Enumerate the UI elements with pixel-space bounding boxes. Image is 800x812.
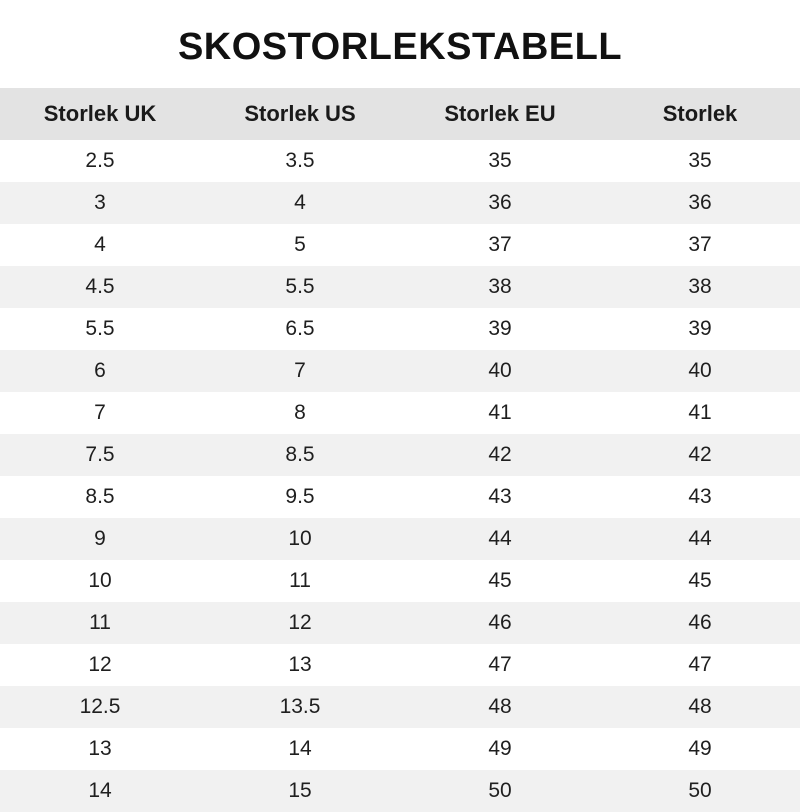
cell-us: 3.5 bbox=[200, 140, 400, 182]
cell-us: 10 bbox=[200, 518, 400, 560]
size-chart-table bbox=[0, 88, 800, 812]
table-row bbox=[0, 602, 800, 644]
cell-uk: 3 bbox=[0, 182, 200, 224]
table-row bbox=[0, 140, 800, 182]
cell-us: 9.5 bbox=[200, 476, 400, 518]
table-row bbox=[0, 182, 800, 224]
cell-storlek: 45 bbox=[600, 560, 800, 602]
cell-eu: 40 bbox=[400, 350, 600, 392]
table-row bbox=[0, 434, 800, 476]
cell-storlek: 46 bbox=[600, 602, 800, 644]
cell-eu: 42 bbox=[400, 434, 600, 476]
cell-storlek: 44 bbox=[600, 518, 800, 560]
table-row bbox=[0, 644, 800, 686]
cell-us: 11 bbox=[200, 560, 400, 602]
table-row bbox=[0, 392, 800, 434]
cell-eu: 39 bbox=[400, 308, 600, 350]
table-row bbox=[0, 686, 800, 728]
cell-eu: 44 bbox=[400, 518, 600, 560]
table-row bbox=[0, 224, 800, 266]
cell-storlek: 43 bbox=[600, 476, 800, 518]
cell-uk: 4.5 bbox=[0, 266, 200, 308]
cell-storlek: 36 bbox=[600, 182, 800, 224]
cell-uk: 4 bbox=[0, 224, 200, 266]
cell-eu: 35 bbox=[400, 140, 600, 182]
cell-eu: 36 bbox=[400, 182, 600, 224]
table-row bbox=[0, 350, 800, 392]
cell-us: 5.5 bbox=[200, 266, 400, 308]
cell-uk: 9 bbox=[0, 518, 200, 560]
table-header bbox=[0, 88, 800, 140]
table-row bbox=[0, 770, 800, 812]
cell-storlek: 37 bbox=[600, 224, 800, 266]
cell-storlek: 50 bbox=[600, 770, 800, 812]
cell-storlek: 41 bbox=[600, 392, 800, 434]
table-row bbox=[0, 728, 800, 770]
cell-eu: 41 bbox=[400, 392, 600, 434]
cell-us: 5 bbox=[200, 224, 400, 266]
cell-uk: 2.5 bbox=[0, 140, 200, 182]
cell-eu: 50 bbox=[400, 770, 600, 812]
cell-uk: 5.5 bbox=[0, 308, 200, 350]
cell-uk: 14 bbox=[0, 770, 200, 812]
cell-uk: 13 bbox=[0, 728, 200, 770]
cell-storlek: 48 bbox=[600, 686, 800, 728]
cell-storlek: 39 bbox=[600, 308, 800, 350]
table-row bbox=[0, 518, 800, 560]
cell-us: 13 bbox=[200, 644, 400, 686]
cell-eu: 45 bbox=[400, 560, 600, 602]
cell-eu: 43 bbox=[400, 476, 600, 518]
cell-uk: 8.5 bbox=[0, 476, 200, 518]
cell-uk: 6 bbox=[0, 350, 200, 392]
cell-us: 14 bbox=[200, 728, 400, 770]
cell-uk: 10 bbox=[0, 560, 200, 602]
cell-us: 8.5 bbox=[200, 434, 400, 476]
cell-eu: 38 bbox=[400, 266, 600, 308]
cell-us: 6.5 bbox=[200, 308, 400, 350]
cell-storlek: 42 bbox=[600, 434, 800, 476]
column-header-storlek: Storlek bbox=[600, 88, 800, 140]
cell-us: 13.5 bbox=[200, 686, 400, 728]
cell-eu: 49 bbox=[400, 728, 600, 770]
cell-uk: 7 bbox=[0, 392, 200, 434]
cell-storlek: 35 bbox=[600, 140, 800, 182]
cell-storlek: 38 bbox=[600, 266, 800, 308]
cell-eu: 46 bbox=[400, 602, 600, 644]
column-header-eu: Storlek EU bbox=[400, 88, 600, 140]
cell-us: 12 bbox=[200, 602, 400, 644]
cell-us: 7 bbox=[200, 350, 400, 392]
page-title: SKOSTORLEKSTABELL bbox=[177, 26, 623, 68]
table-header-row bbox=[0, 88, 800, 140]
cell-us: 8 bbox=[200, 392, 400, 434]
cell-storlek: 47 bbox=[600, 644, 800, 686]
table-row bbox=[0, 560, 800, 602]
column-header-uk: Storlek UK bbox=[0, 88, 200, 140]
cell-uk: 11 bbox=[0, 602, 200, 644]
table-row bbox=[0, 476, 800, 518]
column-header-us: Storlek US bbox=[200, 88, 400, 140]
cell-uk: 12.5 bbox=[0, 686, 200, 728]
cell-eu: 48 bbox=[400, 686, 600, 728]
cell-eu: 47 bbox=[400, 644, 600, 686]
cell-uk: 7.5 bbox=[0, 434, 200, 476]
cell-storlek: 40 bbox=[600, 350, 800, 392]
cell-storlek: 49 bbox=[600, 728, 800, 770]
cell-us: 4 bbox=[200, 182, 400, 224]
table-body bbox=[0, 140, 800, 812]
table-row bbox=[0, 266, 800, 308]
cell-uk: 12 bbox=[0, 644, 200, 686]
cell-us: 15 bbox=[200, 770, 400, 812]
table-row bbox=[0, 308, 800, 350]
cell-eu: 37 bbox=[400, 224, 600, 266]
